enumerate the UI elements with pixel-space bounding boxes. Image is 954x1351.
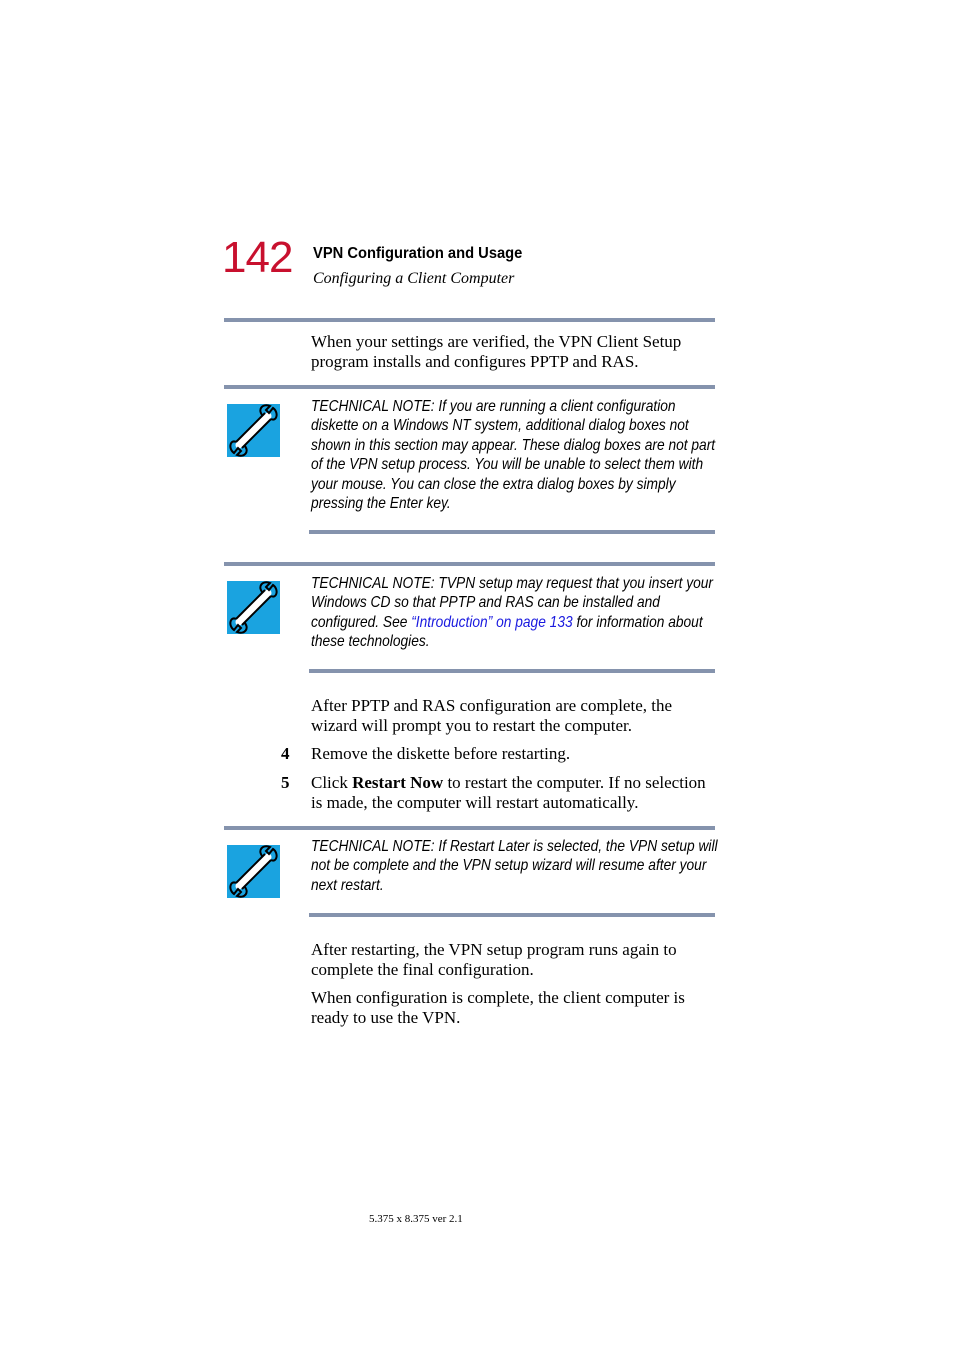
technical-note-windows-nt — [311, 397, 716, 513]
technical-note-windows-cd — [311, 574, 713, 652]
step-click-restart — [311, 773, 721, 812]
step-number: 4 — [281, 744, 290, 763]
step-number: 5 — [281, 773, 290, 792]
page-footer: 5.375 x 8.375 ver 2.1 — [369, 1213, 463, 1225]
wrench-icon — [227, 404, 280, 457]
introduction-link[interactable]: “Introduction” on page 133 — [411, 613, 573, 631]
paragraph-configuration-complete: After PPTP and RAS configuration are complete, the wizard will prompt you to restart the computer. — [311, 696, 673, 735]
restart-now-label: Restart Now — [352, 773, 444, 792]
section-title: Configuring a Client Computer — [313, 270, 515, 287]
note-top-rule — [224, 385, 715, 389]
chapter-title: VPN Configuration and Usage — [313, 245, 523, 262]
note-top-rule — [224, 562, 715, 566]
wrench-icon — [227, 845, 280, 898]
note-bottom-rule — [309, 530, 715, 534]
technical-note-text-end: for information about these technologies. — [311, 613, 703, 651]
technical-note-text: TECHNICAL NOTE: If Restart Later is selected, the VPN setup will not be complete and the VPN setup wizard will resume after your next restart. — [311, 838, 718, 894]
note-bottom-rule — [309, 913, 715, 917]
technical-note-text: TECHNICAL NOTE: If you are running a client configuration diskette on a Windows NT system, additional dialog boxes not shown in this section may appear. These dialog boxes are not part of the VPN setup process. You will be unable to select them with your mouse. You can close the extra dialog boxes by simply pressing the Enter key. — [311, 398, 716, 513]
note-bottom-rule — [309, 669, 715, 673]
note-top-rule — [224, 826, 715, 830]
page-number: 142 — [222, 233, 293, 282]
step-text: Click — [311, 773, 353, 792]
section-divider — [224, 318, 715, 322]
step-text-end: to restart the computer. If no selection is made, the computer will restart automatically. — [311, 773, 706, 812]
paragraph-after-restarting: After restarting, the VPN setup program runs again to complete the final configuration. — [311, 940, 677, 979]
paragraph-settings-verified: When your settings are verified, the VPN Client Setup program installs and configures PPTP and RAS. — [311, 332, 682, 371]
paragraph-ready-to-use: When configuration is complete, the client computer is ready to use the VPN. — [311, 988, 685, 1027]
step-remove-diskette: Remove the diskette before restarting. — [311, 744, 571, 763]
technical-note-text: TECHNICAL NOTE: TVPN setup may request that you insert your Windows CD so that PPTP and RAS can be installed and configured. See — [311, 575, 713, 631]
technical-note-restart-later — [311, 837, 718, 895]
wrench-icon — [227, 581, 280, 634]
